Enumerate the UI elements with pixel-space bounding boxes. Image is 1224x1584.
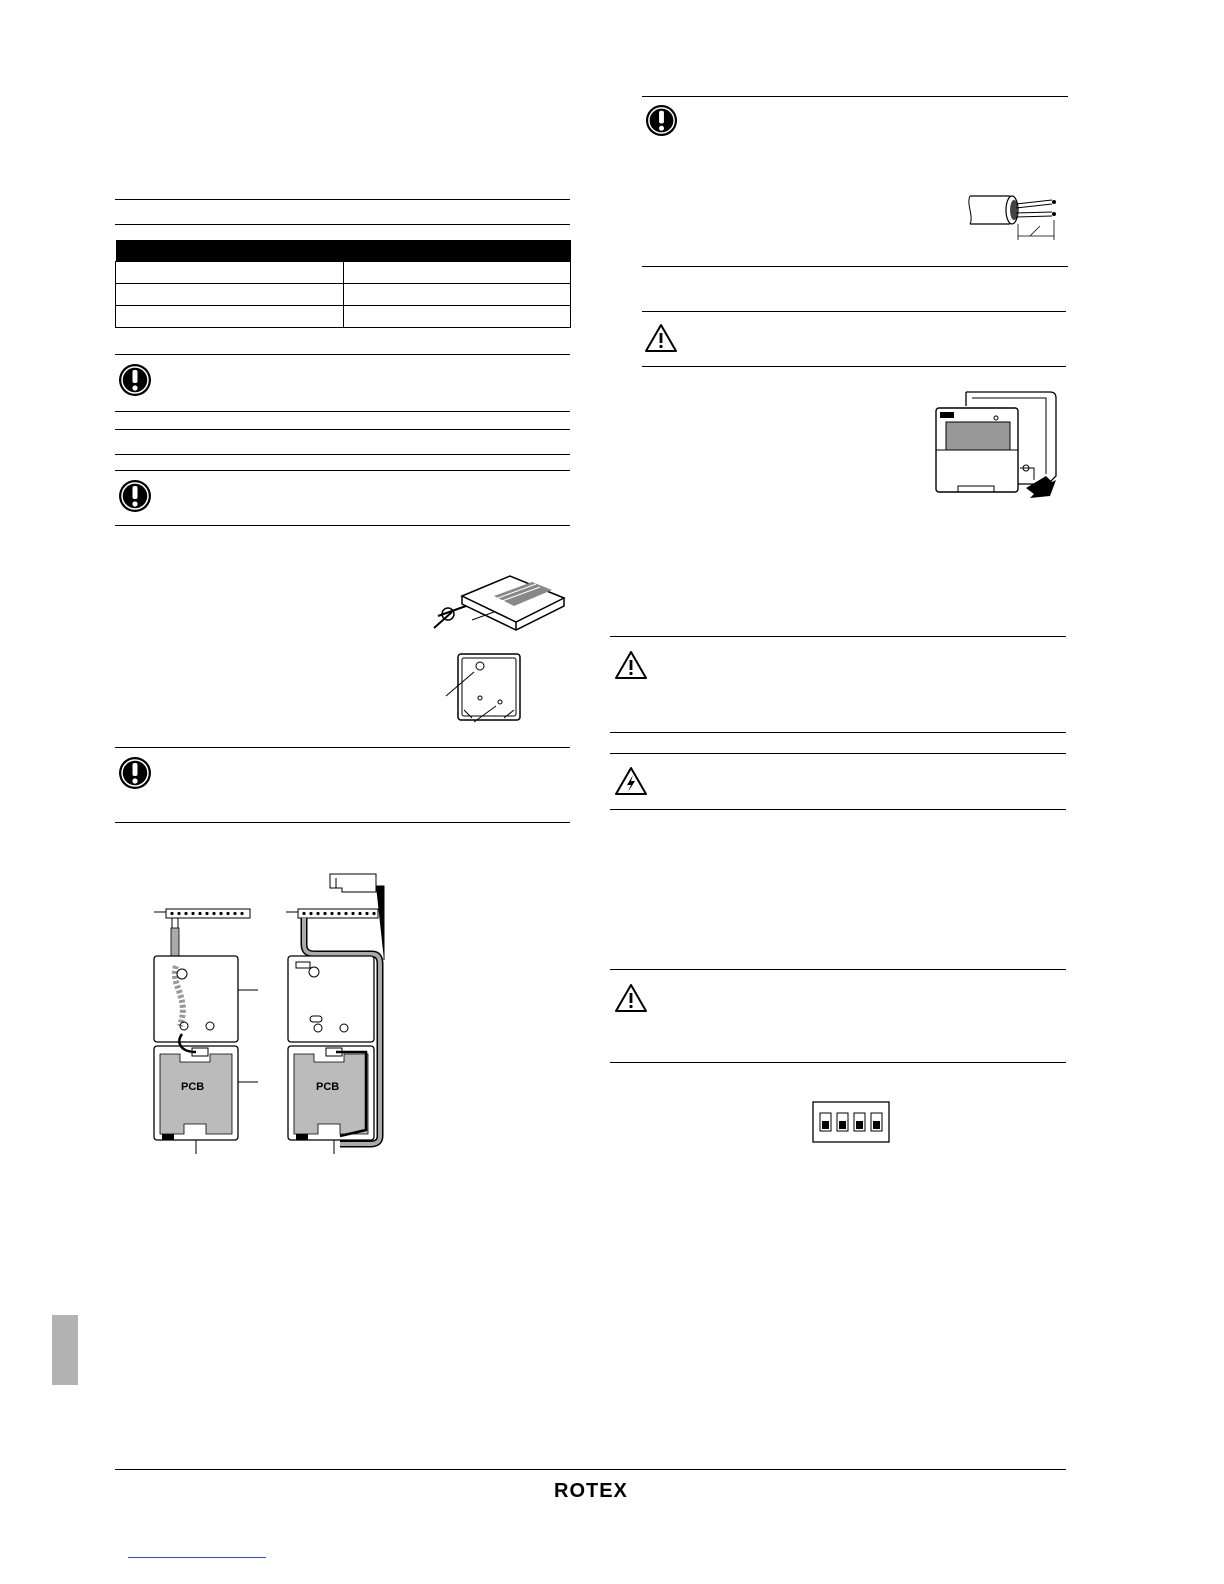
warning-icon [614, 650, 648, 680]
important-icon [118, 363, 152, 397]
rule [115, 199, 570, 200]
electric-warning-icon [614, 766, 648, 796]
rule [115, 470, 570, 471]
back-plate-figure [444, 652, 524, 726]
table-row [116, 262, 571, 284]
table-cell [116, 262, 344, 284]
rule [115, 822, 570, 823]
chapter-side-tab [52, 1315, 78, 1385]
controller-mount-figure [930, 384, 1062, 514]
table-header-row [116, 240, 571, 262]
warning-icon [644, 323, 678, 353]
pcb-label: PCB [181, 1081, 205, 1093]
important-icon [118, 756, 152, 790]
footnote-link-underline[interactable] [128, 1557, 266, 1558]
table-cell [344, 262, 571, 284]
table-row [116, 284, 571, 306]
rule [115, 411, 570, 412]
rule [642, 366, 1066, 367]
table-cell [344, 306, 571, 328]
important-icon [118, 479, 152, 513]
rule [610, 1062, 1066, 1063]
pcb-label: PCB [316, 1081, 340, 1093]
rule [610, 732, 1066, 733]
table-cell [116, 284, 344, 306]
rule [115, 429, 570, 430]
stripped-cable-figure [966, 186, 1062, 244]
rule [115, 454, 570, 455]
wiring-figure [140, 866, 400, 1156]
rule [642, 311, 1066, 312]
rule [610, 809, 1066, 810]
table-cell [116, 306, 344, 328]
footer-rule [115, 1469, 1066, 1470]
rule [115, 224, 570, 225]
rule [115, 747, 570, 748]
rotex-logo: ROTEX [554, 1480, 628, 1502]
warning-icon [614, 983, 648, 1013]
controller-open-figure [432, 568, 568, 636]
table-cell [344, 284, 571, 306]
rule [115, 525, 570, 526]
table-header-cell [344, 240, 571, 262]
rule [642, 266, 1068, 267]
table-row [116, 306, 571, 328]
important-icon [645, 104, 678, 137]
table-header-cell [116, 240, 344, 262]
rule [610, 753, 1066, 754]
rule [610, 636, 1066, 637]
rule [610, 969, 1066, 970]
dip-switch-figure [812, 1101, 890, 1143]
spec-table [115, 240, 571, 328]
rule [115, 354, 570, 355]
rule [642, 96, 1068, 97]
